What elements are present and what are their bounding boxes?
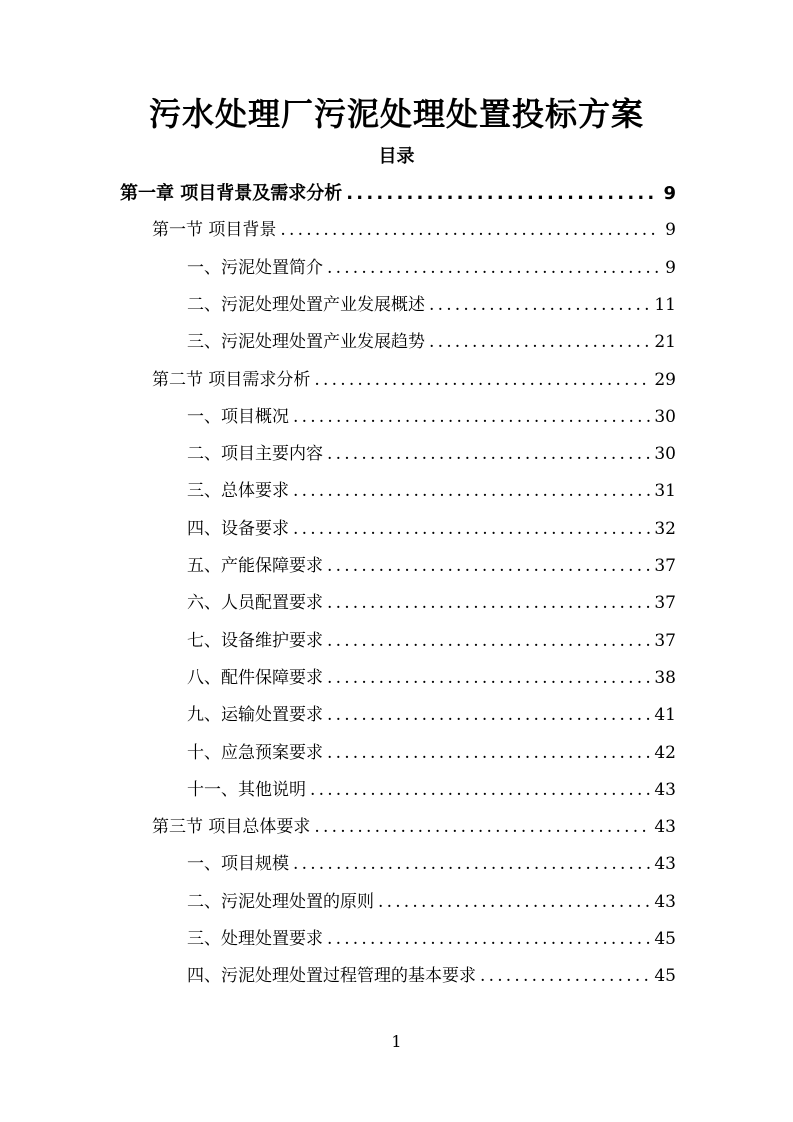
toc-dot-leader: [293, 511, 650, 548]
toc-dot-leader: [378, 884, 650, 921]
toc-entry-label: 八、配件保障要求: [187, 667, 323, 688]
toc-entry-page: 30: [654, 406, 676, 427]
toc-entry-page: 11: [654, 294, 676, 315]
toc-entry-page: 32: [654, 518, 676, 539]
toc-entry-page: 45: [654, 929, 676, 949]
toc-dot-leader: [327, 585, 650, 622]
toc-dot-leader: [293, 846, 650, 883]
toc-entry-label: 第一章 项目背景及需求分析: [120, 183, 343, 204]
toc-entry-page: 43: [654, 854, 676, 875]
toc-entry-page: 41: [654, 705, 676, 726]
toc-entry[interactable]: [187, 287, 676, 324]
toc-entry[interactable]: [152, 362, 676, 399]
toc-entry-page: 9: [663, 183, 676, 204]
toc-dot-leader: [327, 436, 650, 473]
toc-dot-leader: [327, 921, 650, 958]
page-number: 1: [391, 1032, 402, 1051]
toc-entry[interactable]: [187, 473, 676, 510]
toc-entry-label: 四、污泥处理处置过程管理的基本要求: [187, 966, 476, 987]
toc-entry[interactable]: [187, 846, 676, 883]
toc-entry-page: 38: [654, 667, 676, 688]
toc-entry-page: 42: [654, 742, 676, 763]
toc-entry-label: 五、产能保障要求: [187, 556, 323, 576]
toc-entry[interactable]: [187, 921, 676, 958]
toc-entry-label: 十一、其他说明: [187, 779, 306, 800]
toc-entry-label: 十、应急预案要求: [187, 742, 323, 763]
toc-entry-page: 43: [654, 779, 676, 800]
toc-entry-page: 31: [654, 481, 676, 502]
toc-entry-page: 43: [654, 817, 676, 838]
toc-entry[interactable]: [187, 697, 676, 734]
toc-entry[interactable]: [187, 735, 676, 772]
toc-dot-leader: [327, 697, 650, 734]
toc-entry-label: 第三节 项目总体要求: [152, 817, 311, 838]
toc-entry-label: 六、人员配置要求: [187, 593, 323, 614]
toc-entry-page: 43: [654, 891, 676, 912]
toc-entry-label: 二、项目主要内容: [187, 444, 323, 465]
toc-entry-page: 9: [665, 220, 676, 241]
toc-entry-label: 二、污泥处理处置产业发展概述: [187, 294, 425, 315]
toc-dot-leader: [327, 660, 650, 697]
toc-entry[interactable]: [187, 772, 676, 809]
toc-entry-page: 37: [654, 593, 676, 614]
toc-entry[interactable]: [187, 250, 676, 287]
toc-dot-leader: [314, 809, 650, 846]
toc-dot-leader: [429, 287, 650, 324]
toc-dot-leader: [327, 548, 650, 585]
toc-entry-label: 第二节 项目需求分析: [152, 369, 311, 390]
toc-entry[interactable]: [187, 511, 676, 548]
toc-entry-label: 一、项目规模: [187, 854, 289, 875]
toc-entry-page: 21: [654, 332, 676, 353]
toc-entry-page: 9: [665, 257, 676, 278]
toc-entry[interactable]: [120, 175, 676, 212]
toc-dot-leader: [327, 735, 650, 772]
toc-entry-label: 一、项目概况: [187, 406, 289, 427]
toc-entry-label: 三、污泥处理处置产业发展趋势: [187, 332, 425, 353]
toc-entry-label: 九、运输处置要求: [187, 705, 323, 726]
toc-heading: 目录: [378, 146, 415, 167]
toc-entry[interactable]: [152, 212, 676, 249]
toc-entry[interactable]: [152, 809, 676, 846]
toc-dot-leader: [314, 362, 650, 399]
toc-entry[interactable]: [187, 884, 676, 921]
toc-dot-leader: [327, 250, 658, 287]
toc-entry-page: 37: [654, 630, 676, 651]
toc-entry-label: 三、总体要求: [187, 481, 289, 502]
toc-entry-page: 37: [654, 556, 676, 576]
toc-dot-leader: [280, 212, 658, 249]
toc-entry-label: 二、污泥处理处置的原则: [187, 891, 374, 912]
toc-entry-label: 一、污泥处置简介: [187, 257, 323, 278]
document-title: 污水处理厂污泥处理处置投标方案: [148, 95, 644, 133]
toc-dot-leader: [346, 175, 658, 212]
toc-entry-page: 30: [654, 444, 676, 465]
toc-entry[interactable]: [187, 399, 676, 436]
toc-dot-leader: [480, 958, 650, 995]
toc-entry-label: 第一节 项目背景: [152, 220, 277, 241]
toc-entry[interactable]: [187, 660, 676, 697]
toc-dot-leader: [429, 324, 650, 361]
toc-dot-leader: [310, 772, 650, 809]
toc-entry-label: 七、设备维护要求: [187, 630, 323, 651]
toc-entry[interactable]: [187, 958, 676, 995]
toc-dot-leader: [327, 623, 650, 660]
toc-entry[interactable]: [187, 436, 676, 473]
toc-entry[interactable]: [187, 548, 676, 585]
toc-entry[interactable]: [187, 585, 676, 622]
toc-entry-label: 四、设备要求: [187, 518, 289, 539]
toc-entry[interactable]: [187, 324, 676, 361]
toc-entry-page: 45: [654, 966, 676, 987]
toc-entry[interactable]: [187, 623, 676, 660]
toc-entry-label: 三、处理处置要求: [187, 929, 323, 949]
toc-dot-leader: [293, 399, 650, 436]
toc-dot-leader: [293, 473, 650, 510]
toc-entry-page: 29: [654, 369, 676, 390]
